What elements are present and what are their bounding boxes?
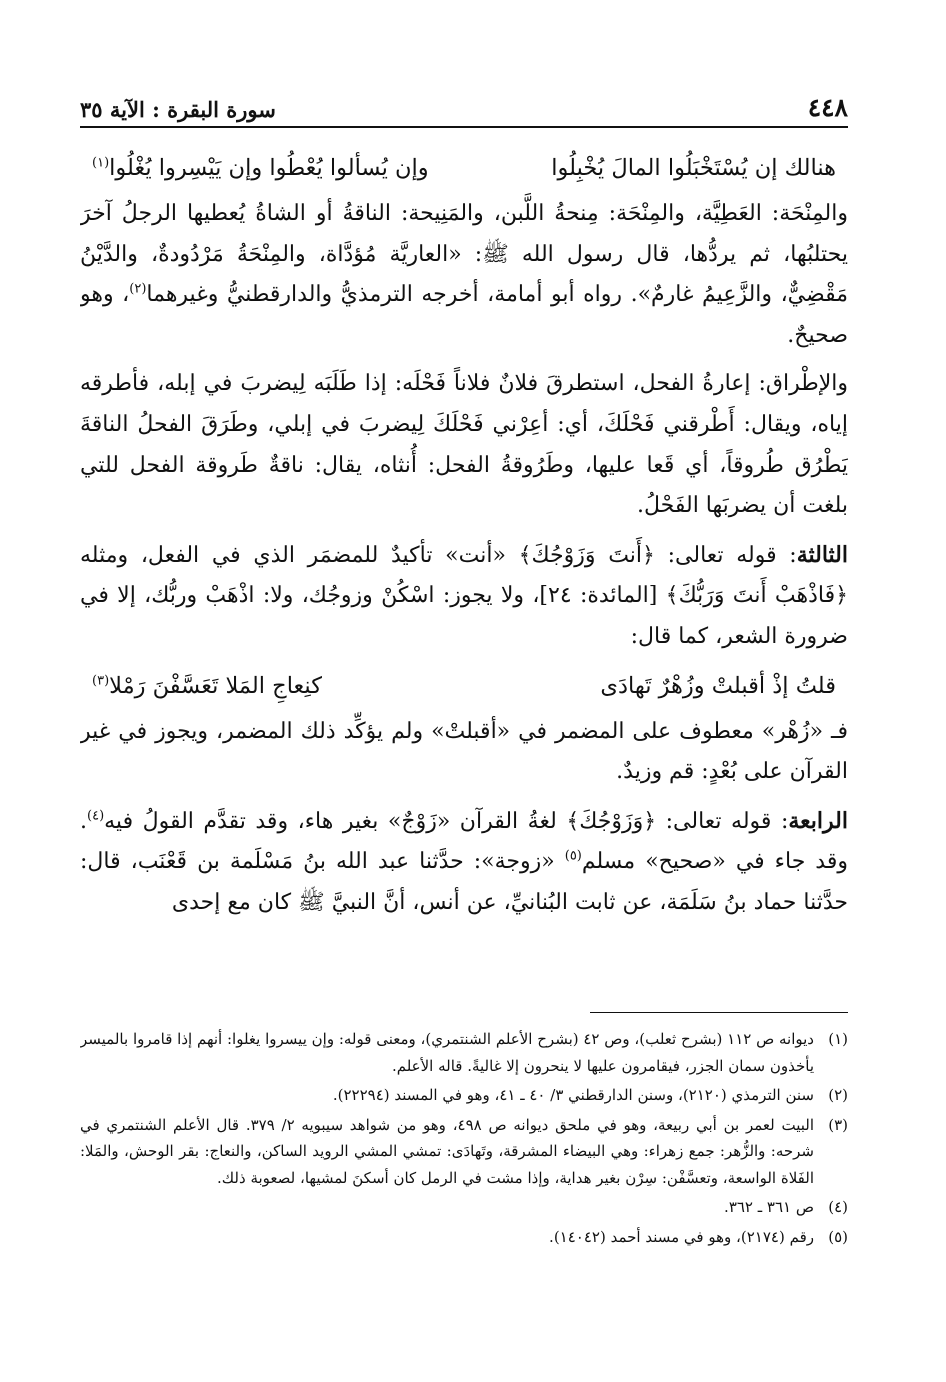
poem-verse-2 — [80, 666, 848, 706]
footnote-ref-5: (٥) — [564, 848, 582, 864]
footnote — [80, 1082, 848, 1109]
footnote-number: (٣) — [828, 1115, 848, 1134]
footnote-number: (٥) — [828, 1227, 848, 1246]
footnote-text: سنن الترمذي (٢١٢٠)، وسنن الدارقطني ٣/ ٤٠ ـ ٤١، وهو في المسند (٢٢٢٩٤). — [332, 1086, 814, 1104]
verse-hemistich-right: قلتُ إذْ أقبلتْ وزُهْرٌ تَهادَى — [600, 672, 836, 699]
footnote-number: (١) — [828, 1030, 848, 1048]
verse-hemistich-left: وإن يُسألوا يُعْطُوا وإن يَيْسِروا يُغْلُوا$^{(١)}$ — [92, 155, 429, 181]
poem-verse-1 — [80, 148, 848, 188]
paragraph-zuhr: فـ «زُهْر» معطوف على المضمر في «أقبلتْ» ولم يؤكِّد ذلك المضمر، ويجوز في غير القرآن على بُعْدٍ: قم وزيدٌ. — [80, 718, 848, 785]
paragraph-fourth: الرابعة: قوله تعالى: ﴿وَزَوْجُكَ﴾ لغةُ القرآن «زَوْجٌ» بغير هاء، وقد تقدَّم القولُ فيه$^{(٤)}$. وقد جاء في «صحيح» مسلم$^{(٥)}$ «زوجة»: حدَّثنا عبد الله بنُ مَسْلَمة بن قَعْنَب، قال: حدَّثنا حماد بنُ سَلَمَة، عن ثابت البُنانيِّ، عن أنس، أنَّ النبيَّ ﷺ كان مع إحدى — [80, 807, 848, 915]
footnote-ref-1: (١) — [92, 155, 110, 171]
footnote — [80, 1194, 848, 1221]
footnote-text: رقم (٢١٧٤)، وهو في مسند أحمد (١٤٠٤٢). — [549, 1227, 814, 1246]
footnote — [80, 1112, 848, 1192]
verse-hemistich-right: هنالك إن يُسْتَخْبَلُوا المالَ يُخْبِلُوا — [551, 155, 836, 181]
page-header — [80, 88, 848, 128]
footnote-ref-2: (٢) — [129, 281, 147, 297]
paragraph-itraq: والإطْراق: إعارةُ الفحل، استطرقَ فلانٌ فلاناً فَحْلَه: إذا طَلَبَه لِيضربَ في إبله، فأطرقه إياه، ويقال: أَطْرقني فَحْلَكَ، أي: أعِرْني فَحْلَكَ لِيضربَ في إبلي، وطَرَقَ الفحلُ الناقةَ يَطْرُق طُروقاً، أي قَعا عليها، وطَرُوقةُ الفحل: أُنثاه، يقال: ناقةٌ طَروقة الفحل للتي بلغت أن يضربَها الفَحْلُ. — [80, 371, 848, 519]
footnote-text: ديوانه ص ١١٢ (بشرح ثعلب)، وص ٤٢ (بشرح الأعلم الشنتمري)، ومعنى قوله: وإن ييسروا يغلوا: أنهم إذا قامروا بالميسر يأخذون سمان الجزر، فيقامرون عليها لا ينحرون إلا غاليةً. قاله الأعلم. — [80, 1030, 814, 1075]
footnote-text: البيت لعمر بن أبي ربيعة، وهو في ملحق ديوانه ص ٤٩٨، وهو من شواهد سيبويه ٢/ ٣٧٩. قال الأعلم الشنتمري في شرحه: والزُّهر: جمع زهراء: وهي البيضاء المشرقة، وتَهادَى: تمشي المشي الرويد الساكن، والنعاج: بقر الوحش، والمَلا: الفَلاة الواسعة، وتعسَّفْن: سِرْن بغير هداية، وإذا مشت في الرمل كان أسكنَ لمشيها، لصعوبة ذلك. — [80, 1115, 814, 1187]
footnote-text: ص ٣٦١ ـ ٣٦٢. — [724, 1198, 814, 1216]
footnote-ref-4: (٤) — [87, 808, 105, 824]
paragraph-third: الثالثة: قوله تعالى: ﴿أَنتَ وَزَوْجُكَ﴾ «أنت» تأكيدٌ للمضمَر الذي في الفعل، ومثله ﴿فَاذْهَبْ أَنتَ وَرَبُّكَ﴾ [المائدة: ٢٤]، ولا يجوز: اسْكُنْ وزوجُك، ولا: اذْهَبْ وربُّك، إلا في ضرورة الشعر، كما قال: — [80, 541, 848, 649]
paragraph-minha: والمِنْحَة: العَطِيَّة، والمِنْحَة: مِنحةُ اللَّبن، والمَنِيحة: الناقةُ أو الشاةُ يُعطيها الرجلُ آخرَ يحتلبُها، ثم يردُّها، قال رسول الله ﷺ: «العاريَّة مُؤدَّاة، والمِنْحَةُ مَرْدُودةٌ، والدَّيْنُ مَقْضِيٌّ، والزَّعِيمُ غارمٌ». رواه أبو أمامة، أخرجه الترمذيُّ والدارقطنيُّ وغيرهما$^{(٢)}$، وهو صحيحٌ. — [80, 201, 848, 348]
verse-hemistich-left: كنِعاجِ المَلا تَعَسَّفْنَ رَمْلا$^{(٣)}$ — [92, 672, 322, 699]
section-lead-third: الثالثة — [796, 541, 848, 568]
footnotes — [80, 1026, 848, 1361]
footnote-number: (٤) — [828, 1198, 848, 1216]
running-title: سورة البقرة : الآية ٣٥ — [80, 97, 276, 122]
main-text — [80, 148, 848, 990]
footnote — [80, 1224, 848, 1251]
footnote-number: (٢) — [828, 1086, 848, 1104]
section-lead-fourth: الرابعة — [788, 807, 848, 834]
page-number: ٤٤٨ — [807, 93, 848, 122]
footnote — [80, 1026, 848, 1079]
footnote-divider — [590, 1012, 848, 1013]
footnote-ref-3: (٣) — [92, 673, 110, 689]
